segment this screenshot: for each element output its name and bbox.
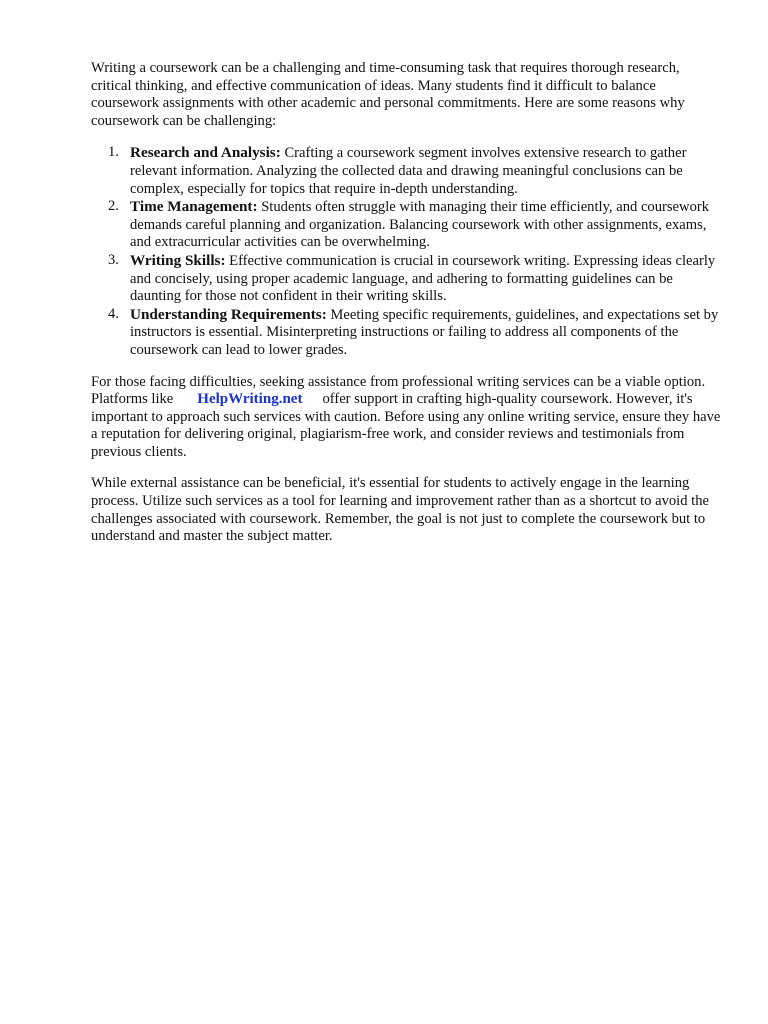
list-item-term: Time Management: <box>130 198 258 216</box>
list-item-number: 2. <box>108 198 119 215</box>
list-item <box>91 198 723 252</box>
list-item <box>91 144 723 198</box>
assistance-text-before: For those facing difficulties, seeking assistance from professional writing services can be a viable option. Platforms like <box>91 373 706 408</box>
list-item-number: 1. <box>108 144 119 161</box>
list-item-number: 3. <box>108 251 119 268</box>
helpwriting-link[interactable]: HelpWriting.net <box>197 391 303 408</box>
list-item-text: Meeting specific requirements, guidelines, and expectations set by instructors is essential. Misinterpreting instructions or failing to address all components of the coursework can lead to lower grades. <box>130 306 719 358</box>
document-page <box>91 60 723 560</box>
list-item-text: Crafting a coursework segment involves extensive research to gather relevant information. Analyzing the collected data and drawing meaningful conclusions can be complex, especially for topics that require in-depth understanding. <box>130 145 687 197</box>
list-item-term: Writing Skills: <box>130 251 226 269</box>
list-item-text: Effective communication is crucial in coursework writing. Expressing ideas clearly and concisely, using proper academic language, and adhering to formatting guidelines can be daunting for those not confident in their writing skills. <box>130 252 716 305</box>
assistance-paragraph <box>91 374 723 462</box>
list-item-text: Students often struggle with managing their time efficiently, and coursework demands careful planning and organization. Balancing coursework with other assignments, exams, and extracurricular activities can be overwhelming. <box>130 199 710 251</box>
list-item-number: 4. <box>108 305 119 322</box>
reasons-list <box>91 144 723 359</box>
assistance-text-after: offer support in crafting high-quality coursework. However, it's important to approach such services with caution. Before using any online writing service, ensure they have a reputation for delivering original, plagiarism-free work, and consider reviews and testimonials from previous clients. <box>91 391 721 460</box>
list-item-term: Understanding Requirements: <box>130 305 327 323</box>
intro-paragraph: Writing a coursework can be a challenging and time-consuming task that requires thorough research, critical thinking, and effective communication of ideas. Many students find it difficult to balance coursework assignments with other academic and personal commitments. Here are some reasons why coursework can be challenging: <box>91 60 685 129</box>
list-item <box>91 306 723 360</box>
conclusion-paragraph: While external assistance can be beneficial, it's essential for students to actively engage in the learning process. Utilize such services as a tool for learning and improvement rather than as a shortcut to avoid the challenges associated with coursework. Remember, the goal is not just to complete the coursework but to understand and master the subject matter. <box>91 475 710 545</box>
list-item-term: Research and Analysis: <box>130 144 281 162</box>
list-item <box>91 252 723 306</box>
